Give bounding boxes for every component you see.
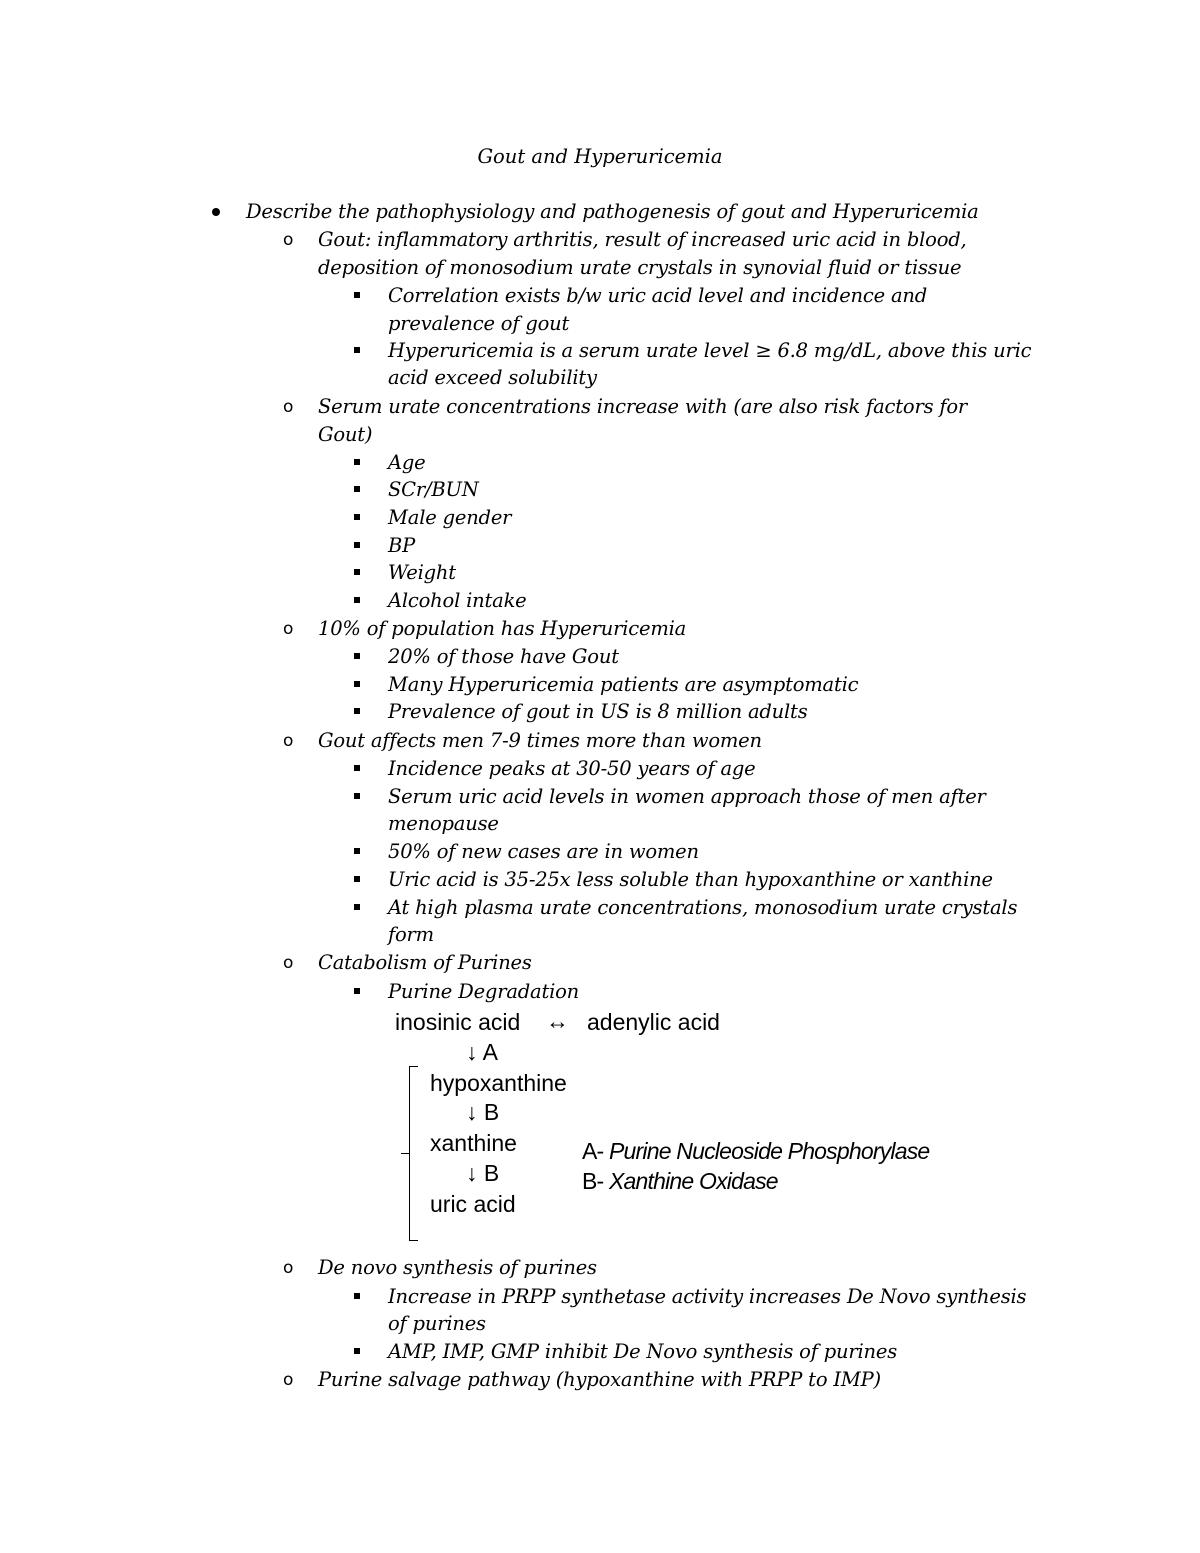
- legend-b-text: Xanthine Oxidase: [609, 1168, 778, 1194]
- legend-b-prefix: B-: [582, 1168, 609, 1194]
- square-bullet: [354, 988, 360, 994]
- square-bullet: [354, 708, 360, 714]
- square-bullet: [354, 765, 360, 771]
- diagram-xanthine: xanthine: [430, 1130, 517, 1156]
- bullet: [212, 208, 220, 216]
- list-item: of purines: [388, 1312, 486, 1335]
- sub-bullet: o: [283, 953, 294, 973]
- list-item: Correlation exists b/w uric acid level and incidence and: [388, 284, 928, 307]
- diagram-bidirectional-arrow: ↔: [546, 1008, 569, 1034]
- list-item: Prevalence of gout in US is 8 million adults: [388, 700, 808, 723]
- list-item: Many Hyperuricemia patients are asymptomatic: [388, 673, 859, 696]
- list-item: Increase in PRPP synthetase activity increases De Novo synthesis: [388, 1285, 1027, 1308]
- diagram-inosinic-acid: inosinic acid: [395, 1009, 521, 1035]
- square-bullet: [354, 459, 360, 465]
- sub-bullet: o: [283, 619, 294, 639]
- square-bullet: [354, 597, 360, 603]
- diagram-hypoxanthine: hypoxanthine: [430, 1070, 567, 1096]
- list-item: Uric acid is 35-25x less soluble than hypoxanthine or xanthine: [388, 868, 993, 891]
- diagram-adenylic-acid: adenylic acid: [587, 1009, 720, 1035]
- diagram-uric-acid: uric acid: [430, 1191, 516, 1217]
- sub-bullet: o: [283, 1258, 294, 1278]
- list-item: Serum urate concentrations increase with (are also risk factors for: [318, 395, 968, 418]
- list-item: Weight: [388, 561, 456, 584]
- list-item: deposition of monosodium urate crystals in synovial fluid or tissue: [318, 256, 962, 279]
- diagram-bracket-top-tick: [409, 1066, 418, 1067]
- list-item: prevalence of gout: [388, 312, 570, 335]
- square-bullet: [354, 848, 360, 854]
- diagram-bracket-mid-tick: [401, 1153, 409, 1154]
- list-item: form: [388, 923, 434, 946]
- diagram-legend-a: [582, 1136, 929, 1166]
- diagram-bracket: [409, 1066, 410, 1240]
- list-item: Purine salvage pathway (hypoxanthine with PRPP to IMP): [318, 1368, 881, 1391]
- square-bullet: [354, 1348, 360, 1354]
- diagram-bracket-bottom-tick: [409, 1240, 418, 1241]
- list-item: Male gender: [388, 506, 512, 529]
- legend-a-prefix: A-: [582, 1138, 609, 1164]
- square-bullet: [354, 876, 360, 882]
- square-bullet: [354, 514, 360, 520]
- square-bullet: [354, 653, 360, 659]
- diagram-arrow-a: ↓ A: [466, 1039, 498, 1065]
- list-item: AMP, IMP, GMP inhibit De Novo synthesis of purines: [388, 1340, 898, 1363]
- list-item: acid exceed solubility: [388, 366, 597, 389]
- sub-bullet: o: [283, 397, 294, 417]
- list-item: Gout: inflammatory arthritis, result of increased uric acid in blood,: [318, 228, 967, 251]
- list-item: Incidence peaks at 30-50 years of age: [388, 757, 756, 780]
- list-item: Alcohol intake: [388, 589, 527, 612]
- sub-bullet: o: [283, 1370, 294, 1390]
- list-item: De novo synthesis of purines: [318, 1256, 597, 1279]
- square-bullet: [354, 1293, 360, 1299]
- list-item: Hyperuricemia is a serum urate level ≥ 6.8 mg/dL, above this uric: [388, 339, 1032, 362]
- square-bullet: [354, 542, 360, 548]
- square-bullet: [354, 793, 360, 799]
- objective-text: Describe the pathophysiology and pathogenesis of gout and Hyperuricemia: [246, 200, 979, 223]
- list-item: 20% of those have Gout: [388, 645, 619, 668]
- list-item: At high plasma urate concentrations, monosodium urate crystals: [388, 896, 1018, 919]
- list-item: Age: [388, 451, 426, 474]
- list-item: Gout affects men 7-9 times more than women: [318, 729, 762, 752]
- list-item: menopause: [388, 812, 499, 835]
- page-title: Gout and Hyperuricemia: [477, 145, 723, 168]
- square-bullet: [354, 347, 360, 353]
- diagram-legend-b: [582, 1166, 778, 1196]
- list-item: Serum uric acid levels in women approach those of men after: [388, 785, 986, 808]
- legend-a-text: Purine Nucleoside Phosphorylase: [609, 1138, 930, 1164]
- sub-bullet: o: [283, 731, 294, 751]
- diagram-arrow-b1: ↓ B: [466, 1099, 500, 1125]
- square-bullet: [354, 569, 360, 575]
- list-item: 10% of population has Hyperuricemia: [318, 617, 687, 640]
- list-item: SCr/BUN: [388, 478, 479, 501]
- square-bullet: [354, 904, 360, 910]
- square-bullet: [354, 292, 360, 298]
- square-bullet: [354, 486, 360, 492]
- sub-bullet: o: [283, 230, 294, 250]
- diagram-arrow-b2: ↓ B: [466, 1160, 500, 1186]
- square-bullet: [354, 681, 360, 687]
- list-item: Purine Degradation: [388, 980, 580, 1003]
- list-item: Gout): [318, 423, 373, 446]
- list-item: 50% of new cases are in women: [388, 840, 699, 863]
- list-item: BP: [388, 534, 416, 557]
- list-item: Catabolism of Purines: [318, 951, 532, 974]
